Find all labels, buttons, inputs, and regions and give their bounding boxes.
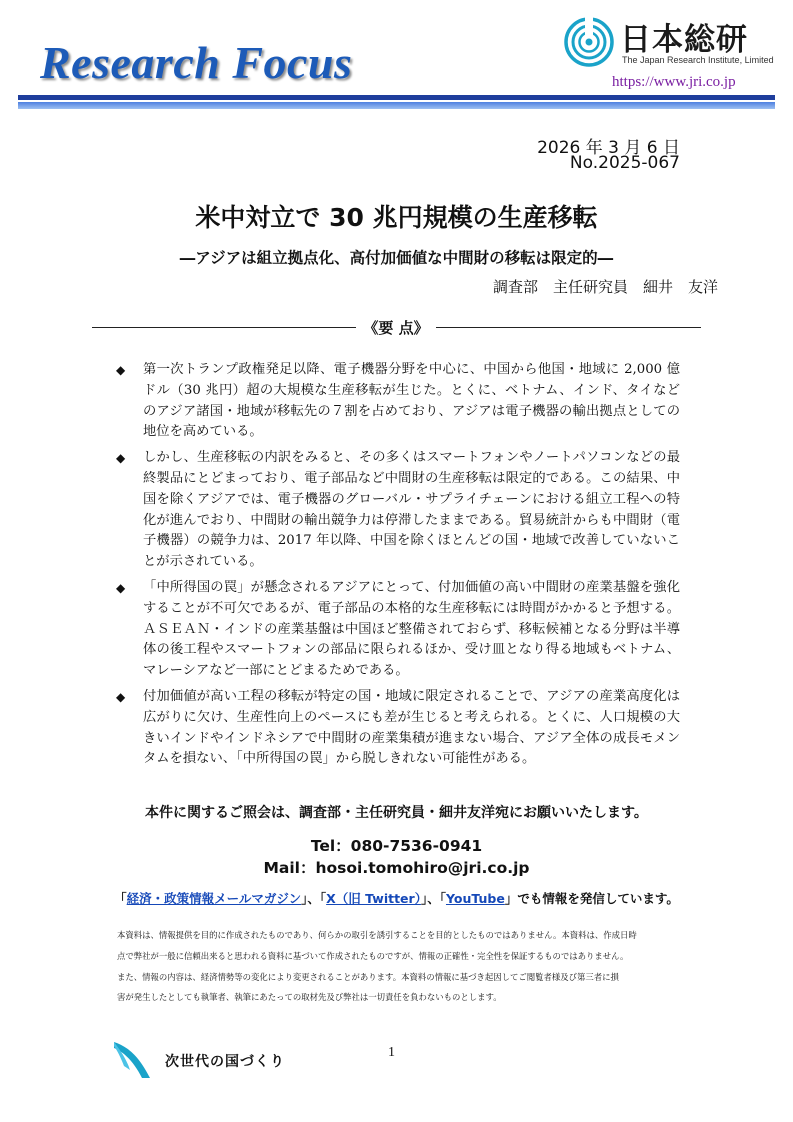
summary-bullet-text: 付加価値が高い工程の移転が特定の国・地域に限定されることで、アジアの産業高度化は広がりに欠け、生産性向上のペースにも差が生じると考えられる。とくに、人口規模の大きいインドやインドネシアで中間財の産業集積が進まない場合、アジア全体の成長モメンタムを損ない、「中所得国の罠」から脱しきれない可能性がある。 [143,688,680,767]
summary-bullet [118,578,680,682]
inquiry-notice: 本件に関するご照会は、調査部・主任研究員・細井友洋宛にお願いいたします。 [145,805,648,821]
quote-open: 「 [114,891,127,906]
info-channels-line [0,889,793,907]
series-title: Research Focus [40,37,353,88]
newsletter-link[interactable]: 経済・政策情報メールマガジン [126,891,302,906]
twitter-link[interactable]: X（旧 Twitter） [326,891,421,906]
link-separator: 」、「 [301,891,327,906]
info-channels-tail: 」でも情報を発信しています。 [504,891,679,906]
link-separator: 」、「 [420,891,446,906]
jri-logo-icon [563,16,615,68]
section-rule-left [92,327,356,328]
diamond-bullet-icon: ◆ [116,451,126,466]
diamond-bullet-icon: ◆ [116,689,126,704]
report-subtitle: ―アジアは組立拠点化、高付加価値な中間財の移転は限定的― [179,249,614,267]
org-name: 日本総研 [620,22,748,58]
header-rule-gradient [18,102,775,109]
section-rule-right [436,327,701,328]
summary-bullet [118,448,680,573]
disclaimer-line: 害が発生したとしても執筆者、執筆にあたっての取材先及び弊社は一切責任を負わないものとします。 [117,992,502,1003]
publish-date: 2026 年 3 月 6 日 [537,138,680,158]
disclaimer [117,925,697,1008]
diamond-bullet-icon: ◆ [116,363,126,377]
disclaimer-line: 点で弊社が一般に信頼出来ると思われる資料に基づいて作成されたものですが、情報の正確性・完全性を保証するものではありません。 [117,950,629,961]
summary-bullet [118,687,680,770]
summary-bullet [118,360,680,443]
page-number: 1 [388,1045,395,1060]
disclaimer-line: また、情報の内容は、経済情勢等の変化により変更されることがあります。本資料の情報に基づき起因してご閲覧者様及び第三者に損 [117,971,619,982]
org-url-link[interactable]: https://www.jri.co.jp [612,74,736,90]
header-rule-dark [18,95,775,100]
diamond-bullet-icon: ◆ [116,580,126,595]
summary-bullet-text: しかし、生産移転の内訳をみると、その多くはスマートフォンやノートパソコンなどの最終製品にとどまっており、電子部品など中間財の生産移転は限定的である。この結果、中国を除くアジアでは、電子機器のグローバル・サプライチェーンにおける組立工程への特化が進んでおり、中間財の輸出競争力は停滞したままである。貿易統計からも中間財（電子機器）の競争力は、2017 年以降、中国を除くほとんどの国・地域で改善していないことが示されている。 [143,450,680,570]
report-title: 米中対立で 30 兆円規模の生産移転 [195,203,598,232]
summary-bullet-text: 第一次トランプ政権発足以降、電子機器分野を中心に、中国から他国・地域に 2,000 億ドル（30 兆円）超の大規模な生産移転が生じた。とくに、ベトナム、インド、タイなどのアジア諸国・地域が移転先の７割を占めており、アジアは電子機器の輸出拠点としての地位を高めている。 [143,362,680,440]
disclaimer-line: 本資料は、情報提供を目的に作成されたものであり、何らかの取引を誘引することを目的としたものではありません。本資料は、作成日時 [117,930,637,940]
org-name-english: The Japan Research Institute, Limited [622,55,774,65]
contact-mail: Mail：hosoi.tomohiro@jri.co.jp [263,859,530,877]
footer-tagline: 次世代の国づくり [165,1054,285,1070]
contact-tel: Tel：080-7536-0941 [310,837,483,855]
youtube-link[interactable]: YouTube [445,891,505,906]
summary-bullet-list [118,360,680,775]
summary-bullet-text: 「中所得国の罠」が懸念されるアジアにとって、付加価値の高い中間財の産業基盤を強化することが不可欠であるが、電子部品の本格的な生産移転には時間がかかると予想する。ＡＳＥＡＮ・インドの産業基盤は中国ほど整備されておらず、移転候補となる分野は半導体の後工程やスマートフォンの部品に限られるほか、受け皿となり得る地域もベトナム、マレーシアなど一部にとどまるためである。 [143,579,680,679]
footer-wave-logo-icon [112,1040,154,1080]
document-number: No.2025-067 [569,153,680,173]
author-line: 調査部 主任研究員 細井 友洋 [492,278,718,296]
summary-heading: 《要 点》 [363,319,429,337]
